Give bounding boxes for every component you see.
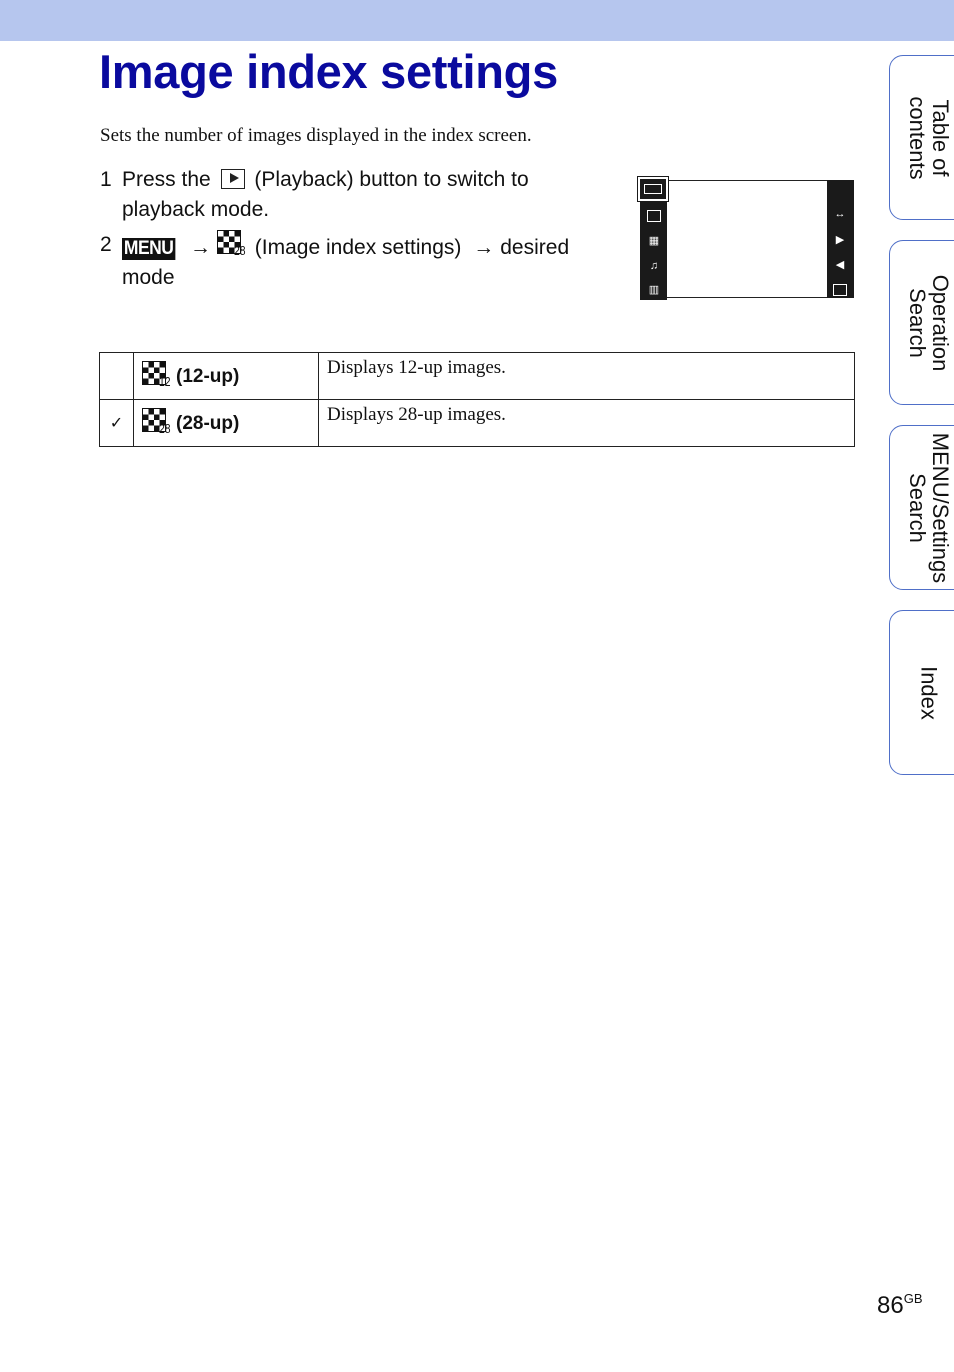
header-band bbox=[0, 0, 954, 41]
next-image-icon: ▶ bbox=[835, 234, 845, 246]
tab-label: Table of contents bbox=[905, 95, 953, 180]
delete-icon: ▥ bbox=[648, 284, 660, 296]
tab-table-of-contents[interactable] bbox=[889, 55, 954, 220]
page-number: $86^{GB}$ bbox=[877, 1291, 923, 1319]
step-text: playback mode. bbox=[122, 198, 270, 221]
tab-label: Operation Search bbox=[905, 274, 953, 371]
tab-operation-search[interactable] bbox=[889, 240, 954, 405]
option-description: Displays 12-up images. bbox=[319, 353, 855, 400]
step-number: 2 bbox=[100, 233, 112, 256]
zoom-icon: ↔ bbox=[834, 208, 846, 220]
table-row bbox=[100, 353, 855, 400]
option-cell bbox=[134, 353, 319, 400]
step-text: desired bbox=[500, 236, 570, 259]
step-number: 1 bbox=[100, 168, 112, 191]
slideshow-icon: ♫ bbox=[649, 260, 659, 272]
intro-text: Sets the number of images displayed in the index screen. bbox=[100, 125, 532, 146]
image-index-icon bbox=[217, 230, 249, 260]
menu-icon bbox=[638, 177, 668, 201]
tab-menu-settings-search[interactable] bbox=[889, 425, 954, 590]
option-description: Displays 28-up images. bbox=[319, 400, 855, 447]
default-check-icon: ✓ bbox=[100, 400, 134, 447]
tab-label: Index bbox=[916, 665, 942, 720]
previous-image-icon: ◀ bbox=[835, 259, 845, 271]
arrow-icon: → bbox=[473, 236, 495, 259]
option-cell bbox=[134, 400, 319, 447]
playback-options-icon bbox=[647, 210, 661, 222]
page-suffix: GB bbox=[903, 1291, 923, 1306]
tab-label: MENU/Settings Search bbox=[905, 432, 953, 583]
option-label: (28-up) bbox=[176, 413, 240, 434]
icon-subscript: 28 bbox=[233, 243, 246, 258]
index-28-icon bbox=[142, 408, 174, 438]
options-table bbox=[99, 352, 855, 447]
icon-subscript: 12 bbox=[159, 374, 171, 389]
step-text: mode bbox=[122, 266, 175, 289]
tab-index[interactable] bbox=[889, 610, 954, 775]
option-label: (12-up) bbox=[176, 366, 240, 387]
index-12-icon bbox=[142, 361, 174, 391]
default-check-cell bbox=[100, 353, 134, 400]
menu-icon: MENU bbox=[123, 238, 174, 259]
shooting-mode-icon bbox=[833, 284, 847, 296]
arrow-icon: → bbox=[189, 236, 211, 259]
screen-display bbox=[666, 180, 854, 298]
step-text: (Playback) button to switch to bbox=[254, 168, 529, 191]
step-text: Press the bbox=[122, 168, 211, 191]
page-title: Image index settings bbox=[99, 45, 558, 98]
camera-screen-illustration bbox=[638, 177, 855, 300]
icon-subscript: 28 bbox=[159, 421, 171, 436]
table-row bbox=[100, 400, 855, 447]
image-index-icon: ▦ bbox=[648, 235, 660, 247]
playback-button-icon bbox=[221, 169, 245, 189]
step-text: (Image index settings) bbox=[254, 236, 462, 259]
step-body bbox=[122, 165, 529, 225]
step-body bbox=[122, 230, 569, 293]
